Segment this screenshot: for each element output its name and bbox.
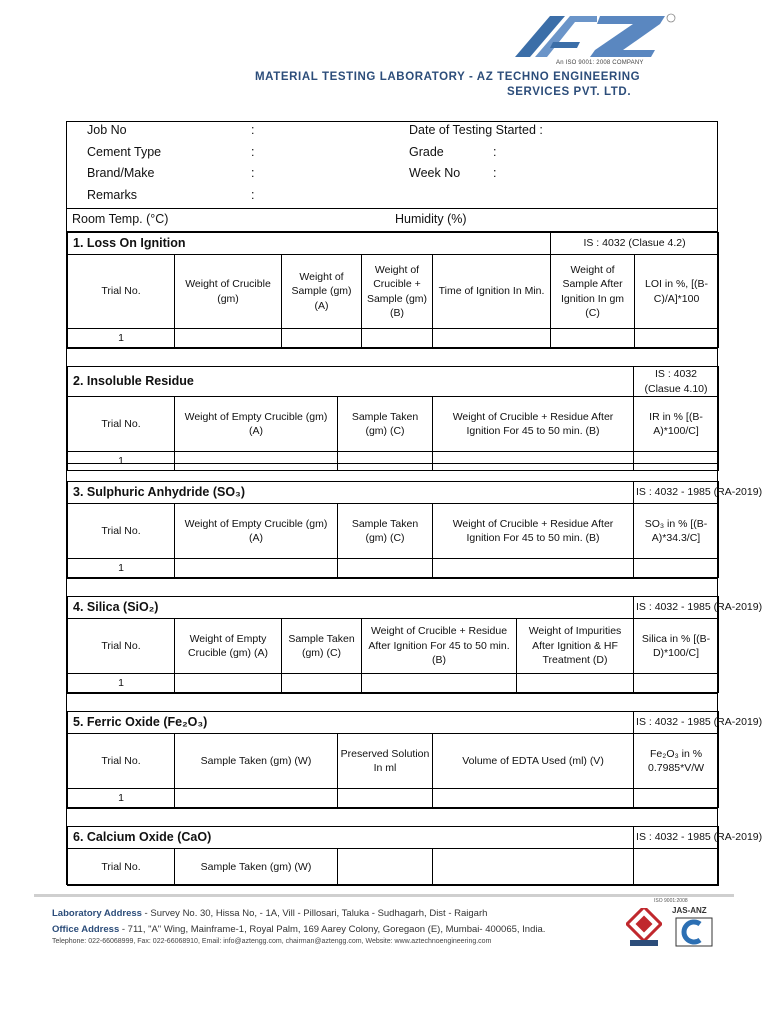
col-header: Weight of Crucible + Residue After Ignition For 45 to 50 min. (B) bbox=[433, 397, 634, 452]
entry-cell[interactable] bbox=[517, 674, 634, 693]
entry-cell[interactable] bbox=[175, 674, 282, 693]
colon: : bbox=[251, 123, 255, 137]
col-header: Trial No. bbox=[68, 504, 175, 559]
job-meta bbox=[67, 122, 717, 208]
entry-cell[interactable] bbox=[433, 559, 634, 578]
entry-cell[interactable] bbox=[175, 559, 338, 578]
office-address-text: - 711, "A" Wing, Mainframe-1, Royal Palm, 169 Aarey Colony, Goregaon (E), Mumbai- 400065, India. bbox=[119, 924, 546, 935]
entry-cell[interactable] bbox=[551, 329, 635, 348]
loi-standard: IS : 4032 (Clasue 4.2) bbox=[551, 233, 719, 255]
col-header: Trial No. bbox=[68, 619, 175, 674]
brand-make-label: Brand/Make bbox=[87, 166, 155, 180]
cement-type-label: Cement Type bbox=[87, 145, 162, 159]
col-header: Weight of Empty Crucible (gm) (A) bbox=[175, 397, 338, 452]
az-logo bbox=[505, 12, 680, 67]
col-header: Weight of Sample (gm) (A) bbox=[282, 255, 362, 329]
colon: : bbox=[493, 145, 497, 159]
contact-line: Telephone: 022-66068999, Fax: 022-66068910, Email: info@aztengg.com, chairman@aztengg.com, Website: www.aztechnoengineering.com bbox=[52, 938, 492, 945]
col-header: Preserved Solution In ml bbox=[338, 734, 433, 789]
col-header: Sample Taken (gm) (W) bbox=[175, 849, 338, 886]
sio2-table bbox=[67, 596, 763, 693]
trial-no-cell: 1 bbox=[68, 789, 175, 808]
col-header: Weight of Empty Crucible (gm) (A) bbox=[175, 504, 338, 559]
col-header: Trial No. bbox=[68, 734, 175, 789]
ir-table bbox=[67, 366, 719, 471]
job-no-label: Job No bbox=[87, 123, 127, 137]
col-header: Weight of Crucible + Residue After Ignition For 45 to 50 min. (B) bbox=[362, 619, 517, 674]
col-header: Sample Taken (gm) (C) bbox=[338, 397, 433, 452]
col-header: Weight of Sample After Ignition In gm (C) bbox=[551, 255, 635, 329]
col-header: Time of Ignition In Min. bbox=[433, 255, 551, 329]
col-header: Weight of Crucible + Residue After Ignition For 45 to 50 min. (B) bbox=[433, 504, 634, 559]
entry-cell[interactable] bbox=[338, 559, 433, 578]
ir-standard: IS : 4032 (Clasue 4.10) bbox=[634, 367, 719, 397]
trial-no-cell: 1 bbox=[68, 559, 175, 578]
lab-address-text: - Survey No. 30, Hissa No, - 1A, Vill - Pillosari, Taluka - Sudhagarh, Dist - Raigarh bbox=[141, 908, 488, 919]
entry-cell[interactable] bbox=[338, 789, 433, 808]
colon: : bbox=[251, 145, 255, 159]
col-header: Weight of Impurities After Ignition & HF Treatment (D) bbox=[517, 619, 634, 674]
fe2o3-table bbox=[67, 711, 763, 808]
lab-title-line1: MATERIAL TESTING LABORATORY - AZ TECHNO ENGINEERING bbox=[255, 71, 641, 83]
jas-anz-cert-icon bbox=[670, 904, 718, 948]
col-header: Weight of Crucible + Sample (gm) (B) bbox=[362, 255, 433, 329]
entry-cell[interactable] bbox=[634, 789, 719, 808]
room-temp-label: Room Temp. (°C) bbox=[72, 212, 169, 226]
entry-cell[interactable] bbox=[175, 789, 338, 808]
fe2o3-standard: IS : 4032 - 1985 (RA-2019) bbox=[634, 712, 719, 734]
colon: : bbox=[251, 166, 255, 180]
spacer-row bbox=[67, 808, 717, 827]
fe2o3-title: 5. Ferric Oxide (Fe₂O₃) bbox=[68, 712, 634, 734]
loi-title: 1. Loss On Ignition bbox=[68, 233, 551, 255]
entry-cell[interactable] bbox=[362, 329, 433, 348]
col-header: IR in % [(B-A)*100/C] bbox=[634, 397, 719, 452]
col-header: Weight of Empty Crucible (gm) (A) bbox=[175, 619, 282, 674]
humidity-label: Humidity (%) bbox=[395, 212, 467, 226]
entry-cell[interactable] bbox=[282, 329, 362, 348]
lab-address-label: Laboratory Address bbox=[52, 908, 142, 919]
so3-table bbox=[67, 481, 763, 578]
col-header: Fe₂O₃ in % 0.7985*V/W bbox=[634, 734, 719, 789]
office-address bbox=[52, 924, 545, 935]
cao-standard: IS : 4032 - 1985 (RA-2019) bbox=[634, 827, 719, 849]
colon: : bbox=[493, 166, 497, 180]
entry-cell[interactable] bbox=[175, 329, 282, 348]
spacer-row bbox=[67, 463, 717, 482]
office-address-label: Office Address bbox=[52, 924, 120, 935]
environment-row bbox=[67, 210, 717, 231]
letterhead bbox=[0, 0, 768, 110]
so3-title: 3. Sulphuric Anhydride (SO₃) bbox=[68, 482, 634, 504]
ir-title: 2. Insoluble Residue bbox=[68, 367, 634, 397]
lab-title bbox=[255, 70, 715, 100]
sio2-standard: IS : 4032 - 1985 (RA-2019) bbox=[634, 597, 719, 619]
entry-cell[interactable] bbox=[634, 674, 719, 693]
col-header: Sample Taken (gm) (C) bbox=[282, 619, 362, 674]
spacer-row bbox=[67, 348, 717, 367]
spacer-row bbox=[67, 693, 717, 712]
entry-cell[interactable] bbox=[634, 849, 719, 886]
test-form bbox=[66, 121, 763, 885]
cert-iso-label: ISO 9001:2008 bbox=[654, 898, 688, 904]
footer bbox=[34, 890, 734, 965]
col-header: Sample Taken (gm) (W) bbox=[175, 734, 338, 789]
grade-label: Grade bbox=[409, 145, 444, 159]
col-header: Volume of EDTA Used (ml) (V) bbox=[433, 734, 634, 789]
trial-no-cell: 1 bbox=[68, 329, 175, 348]
entry-cell[interactable] bbox=[362, 674, 517, 693]
divider bbox=[67, 208, 717, 209]
entry-cell[interactable] bbox=[634, 559, 719, 578]
col-header: Sample Taken (gm) (C) bbox=[338, 504, 433, 559]
week-no-label: Week No bbox=[409, 166, 461, 180]
svg-text:JAS-ANZ: JAS-ANZ bbox=[672, 906, 707, 915]
cao-table bbox=[67, 826, 763, 886]
col-header: Weight of Crucible (gm) bbox=[175, 255, 282, 329]
sio2-title: 4. Silica (SiO₂) bbox=[68, 597, 634, 619]
spacer-row bbox=[67, 578, 717, 597]
lab-title-line2: SERVICES PVT. LTD. bbox=[507, 86, 632, 98]
so3-standard: IS : 4032 - 1985 (RA-2019) bbox=[634, 482, 719, 504]
entry-cell[interactable] bbox=[433, 789, 634, 808]
remarks-label: Remarks bbox=[87, 188, 138, 202]
col-header: SO₃ in % [(B-A)*34.3/C] bbox=[634, 504, 719, 559]
colon: : bbox=[251, 188, 255, 202]
col-header: Trial No. bbox=[68, 849, 175, 886]
loi-table bbox=[67, 232, 719, 348]
cao-title: 6. Calcium Oxide (CaO) bbox=[68, 827, 634, 849]
footer-rule bbox=[34, 894, 734, 897]
lab-address bbox=[52, 908, 487, 919]
entry-cell[interactable] bbox=[338, 849, 433, 886]
col-header: Trial No. bbox=[68, 255, 175, 329]
iso-company-line: An ISO 9001: 2008 COMPANY bbox=[556, 60, 644, 66]
col-header: Trial No. bbox=[68, 397, 175, 452]
entry-cell[interactable] bbox=[282, 674, 362, 693]
col-header: LOI in %, [(B-C)/A]*100 bbox=[635, 255, 719, 329]
entry-cell[interactable] bbox=[433, 329, 551, 348]
trial-no-cell: 1 bbox=[68, 674, 175, 693]
col-header: Silica in % [(B-D)*100/C] bbox=[634, 619, 719, 674]
trial-no-cell: 1 bbox=[68, 452, 175, 471]
iso-cert-icon bbox=[626, 908, 662, 948]
entry-cell[interactable] bbox=[433, 849, 634, 886]
entry-cell[interactable] bbox=[635, 329, 719, 348]
date-started-label: Date of Testing Started : bbox=[409, 123, 543, 137]
